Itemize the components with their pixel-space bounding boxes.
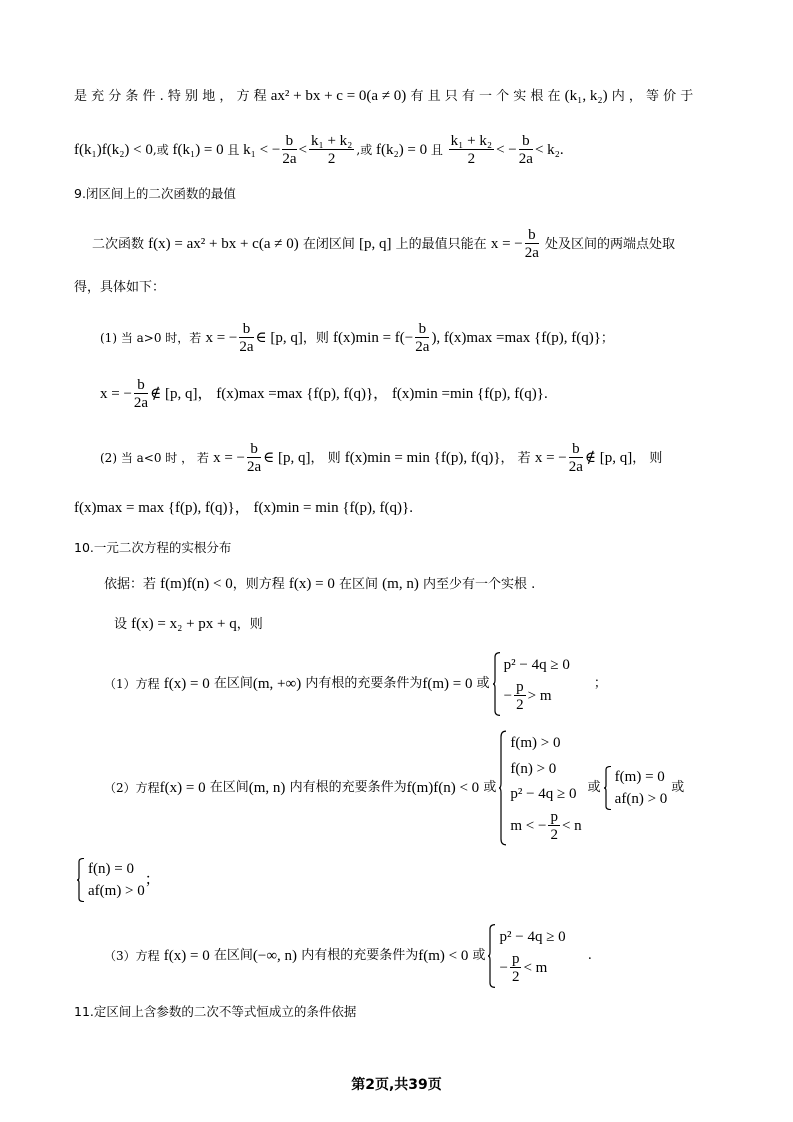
text: (2) 当 a<0 时 ， 若 [100,451,209,465]
formula: f(x)min = min {f(p), f(q)} [344,450,501,466]
text: 内有根的充要条件为 [289,780,407,795]
formula: f(k₁)f(k₂) < 0 [74,142,153,158]
text: − [499,960,508,977]
fraction [519,133,533,168]
numerator: b [282,133,296,150]
formula: k₁ < − [243,142,281,158]
text: 上的最值只能在 [395,237,487,252]
text: 且 [227,143,240,157]
text: < m [523,960,548,977]
section-10-title: 10.一元二次方程的实根分布 [74,540,232,555]
text: ，则方程 [232,577,285,592]
sec9-paragraph-cont: 得，具体如下： [74,280,166,295]
text: ，则 [236,617,263,632]
page-number: 第2页,共39页 [351,1077,442,1093]
denominator: 2a [415,339,430,355]
equation-system [487,924,565,988]
text: 在区间 [213,676,253,691]
text: ,或 [152,143,169,157]
formula: f(m) = 0 [422,676,473,692]
formula: f(m)f(n) < 0 [406,780,480,796]
numerator: b [525,227,539,244]
denominator: 2 [516,697,524,714]
denominator: 2 [511,969,520,986]
formula: < − [496,142,517,158]
quadratic-equation: ax² + bx + c = 0(a ≠ 0) [270,88,407,104]
text: 内 ， 等 价 于 [611,89,694,104]
formula: f(x)min = f(− [333,330,414,346]
formula: f(x) = 0 [163,948,210,964]
brace [498,730,507,846]
formula: f(x) = ax² + bx + c(a ≠ 0) [148,236,299,252]
text: ， 若 [500,451,531,466]
brace [76,858,85,902]
denominator: 2a [246,459,262,475]
equation-system [603,766,668,810]
fraction [282,133,296,168]
equation-system [492,652,570,716]
system-row [504,679,570,714]
brace [487,924,496,988]
system-row: f(m) > 0 [510,734,561,751]
formula: < k₂. [534,142,564,158]
condition-1 [104,652,607,716]
numerator: p [516,679,524,696]
system-row: p² − 4q ≥ 0 [503,656,570,673]
sec9-case1b [100,374,548,414]
formula: f(x)min =min {f(p), f(q)} [391,386,544,402]
fraction [449,133,494,168]
formula: f(m) < 0 [418,948,469,964]
system-row: f(n) = 0 [88,861,134,877]
formula: x = − [100,386,132,402]
interval: (m, n) [248,780,286,796]
brace [492,652,501,716]
denominator: 2 [467,151,476,168]
text: 在区间 [339,577,379,592]
sec9-case1 [100,318,614,359]
numerator: k₁ + k₂ [310,133,353,150]
numerator: b [415,321,429,338]
text: 二次函数 [92,237,145,252]
system-row: f(m) = 0 [614,769,665,785]
equation-system [498,730,581,846]
formula: x = − [213,450,245,466]
text: 且 [430,143,443,157]
numerator: b [519,133,533,150]
text: ， [234,500,250,516]
paragraph-line-1 [74,86,693,107]
text: 或 [472,948,486,963]
sec9-case2 [100,438,662,479]
text: ； [600,331,614,346]
formula: f(x)min = min {f(p), f(q)} [253,500,410,516]
text: . [543,386,548,402]
formula: f(x) = 0 [288,576,335,592]
denominator: 2a [568,459,583,475]
text: 或 [671,780,685,795]
text: 或 [483,780,497,795]
formula: f(m)f(n) < 0 [160,576,233,592]
text: 内有根的充要条件为 [305,676,423,691]
text: ， 则 [632,451,663,466]
denominator: 2a [282,151,297,168]
numerator: b [247,441,261,458]
text: ， 则 [310,451,341,466]
fraction [134,377,148,412]
text: 或 [587,780,601,795]
formula: ), f(x)max =max {f(p), f(q)} [431,330,601,346]
formula: f(x)max =max {f(p), f(q)} [216,386,374,402]
fraction [548,809,560,844]
formula: ∉ [p, q] [150,386,198,402]
text: 有 且 只 有 一 个 实 根 在 [410,89,561,104]
text: 设 [114,617,128,632]
text: 依据：若 [104,577,157,592]
fraction [569,441,583,476]
section-9-title: 9.闭区间上的二次函数的最值 [74,186,236,201]
fraction [514,679,526,714]
text: 内有根的充要条件为 [301,948,419,963]
fraction [247,441,261,476]
text: ，则 [302,331,329,346]
interval: (m, n) [382,576,419,592]
formula: ∈ [p, q] [263,450,311,466]
formula: ∉ [p, q] [584,450,633,466]
brace [603,766,612,810]
interval: (m, +∞) [252,676,302,692]
text: < n [561,818,582,835]
numerator: b [569,441,583,458]
paragraph-line-2 [74,130,564,170]
text: 处及区间的两端点处取 [545,237,676,252]
system-row: af(n) > 0 [614,791,668,807]
system-row [499,951,565,986]
text: ， [373,386,389,402]
formula: f(x) = 0 [159,780,206,796]
formula: x = − [205,330,238,346]
fraction [525,227,539,262]
text: 内至少有一个实根 . [422,577,536,592]
text: (1) 当 a>0 时，若 [100,331,202,345]
text: 或 [476,676,490,691]
text: > m [527,688,552,705]
formula: < [298,142,307,158]
fraction [510,951,522,986]
condition-2 [104,730,684,846]
numerator: b [239,321,253,338]
interval: [p, q] [359,236,392,252]
text: （1）方程 [104,677,160,691]
formula: x = − [534,450,567,466]
text: 在区间 [213,948,253,963]
sec9-paragraph [92,224,675,265]
text: . [587,948,592,963]
system-row: p² − 4q ≥ 0 [510,786,577,803]
formula: f(k₂) = 0 [375,142,428,158]
denominator: 2a [518,151,533,168]
denominator: 2 [550,827,558,844]
numerator: b [134,377,148,394]
text: ,或 [356,143,373,157]
text: 在闭区间 [302,237,355,252]
formula: f(k₁) = 0 [172,142,224,158]
text: m < − [510,818,547,835]
denominator: 2a [133,395,149,412]
sec10-set [114,614,263,635]
text: 是 充 分 条 件 . 特 别 地 ， 方 程 [74,89,267,104]
text: （3）方程 [104,949,160,963]
interval: (−∞, n) [252,948,298,964]
system-row: af(m) > 0 [88,883,145,899]
numerator: p [550,809,558,826]
system-row [510,809,581,844]
formula: f(x)max = max {f(p), f(q)} [74,500,235,516]
fraction [309,133,354,168]
denominator: 2 [327,151,336,168]
numerator: p [511,951,520,968]
denominator: 2a [239,339,254,355]
numerator: k₁ + k₂ [450,133,493,150]
text: . [409,500,413,516]
text: − [503,688,513,705]
system-row: p² − 4q ≥ 0 [499,928,566,945]
text: （2）方程 [104,781,160,795]
formula: f(x) = 0 [163,676,210,692]
sec10-basis [104,574,535,595]
denominator: 2a [524,245,539,261]
section-11-title: 11.定区间上含参数的二次不等式恒成立的条件依据 [74,1004,357,1019]
fraction [415,321,429,356]
system-row: f(n) > 0 [510,760,557,777]
formula: x = − [490,236,523,252]
fraction [239,321,253,356]
condition-3 [104,924,592,988]
formula: ∈ [p, q] [255,330,303,346]
equation-system [76,858,145,902]
text: 在区间 [209,780,249,795]
text: ， [197,386,213,402]
formula: f(x) = x₂ + px + q [131,616,237,632]
sec9-case2b [74,498,413,518]
condition-2-cont [74,858,160,902]
text: ； [593,676,607,691]
text: ； [144,872,160,888]
interval: (k₁, k₂) [564,88,608,104]
